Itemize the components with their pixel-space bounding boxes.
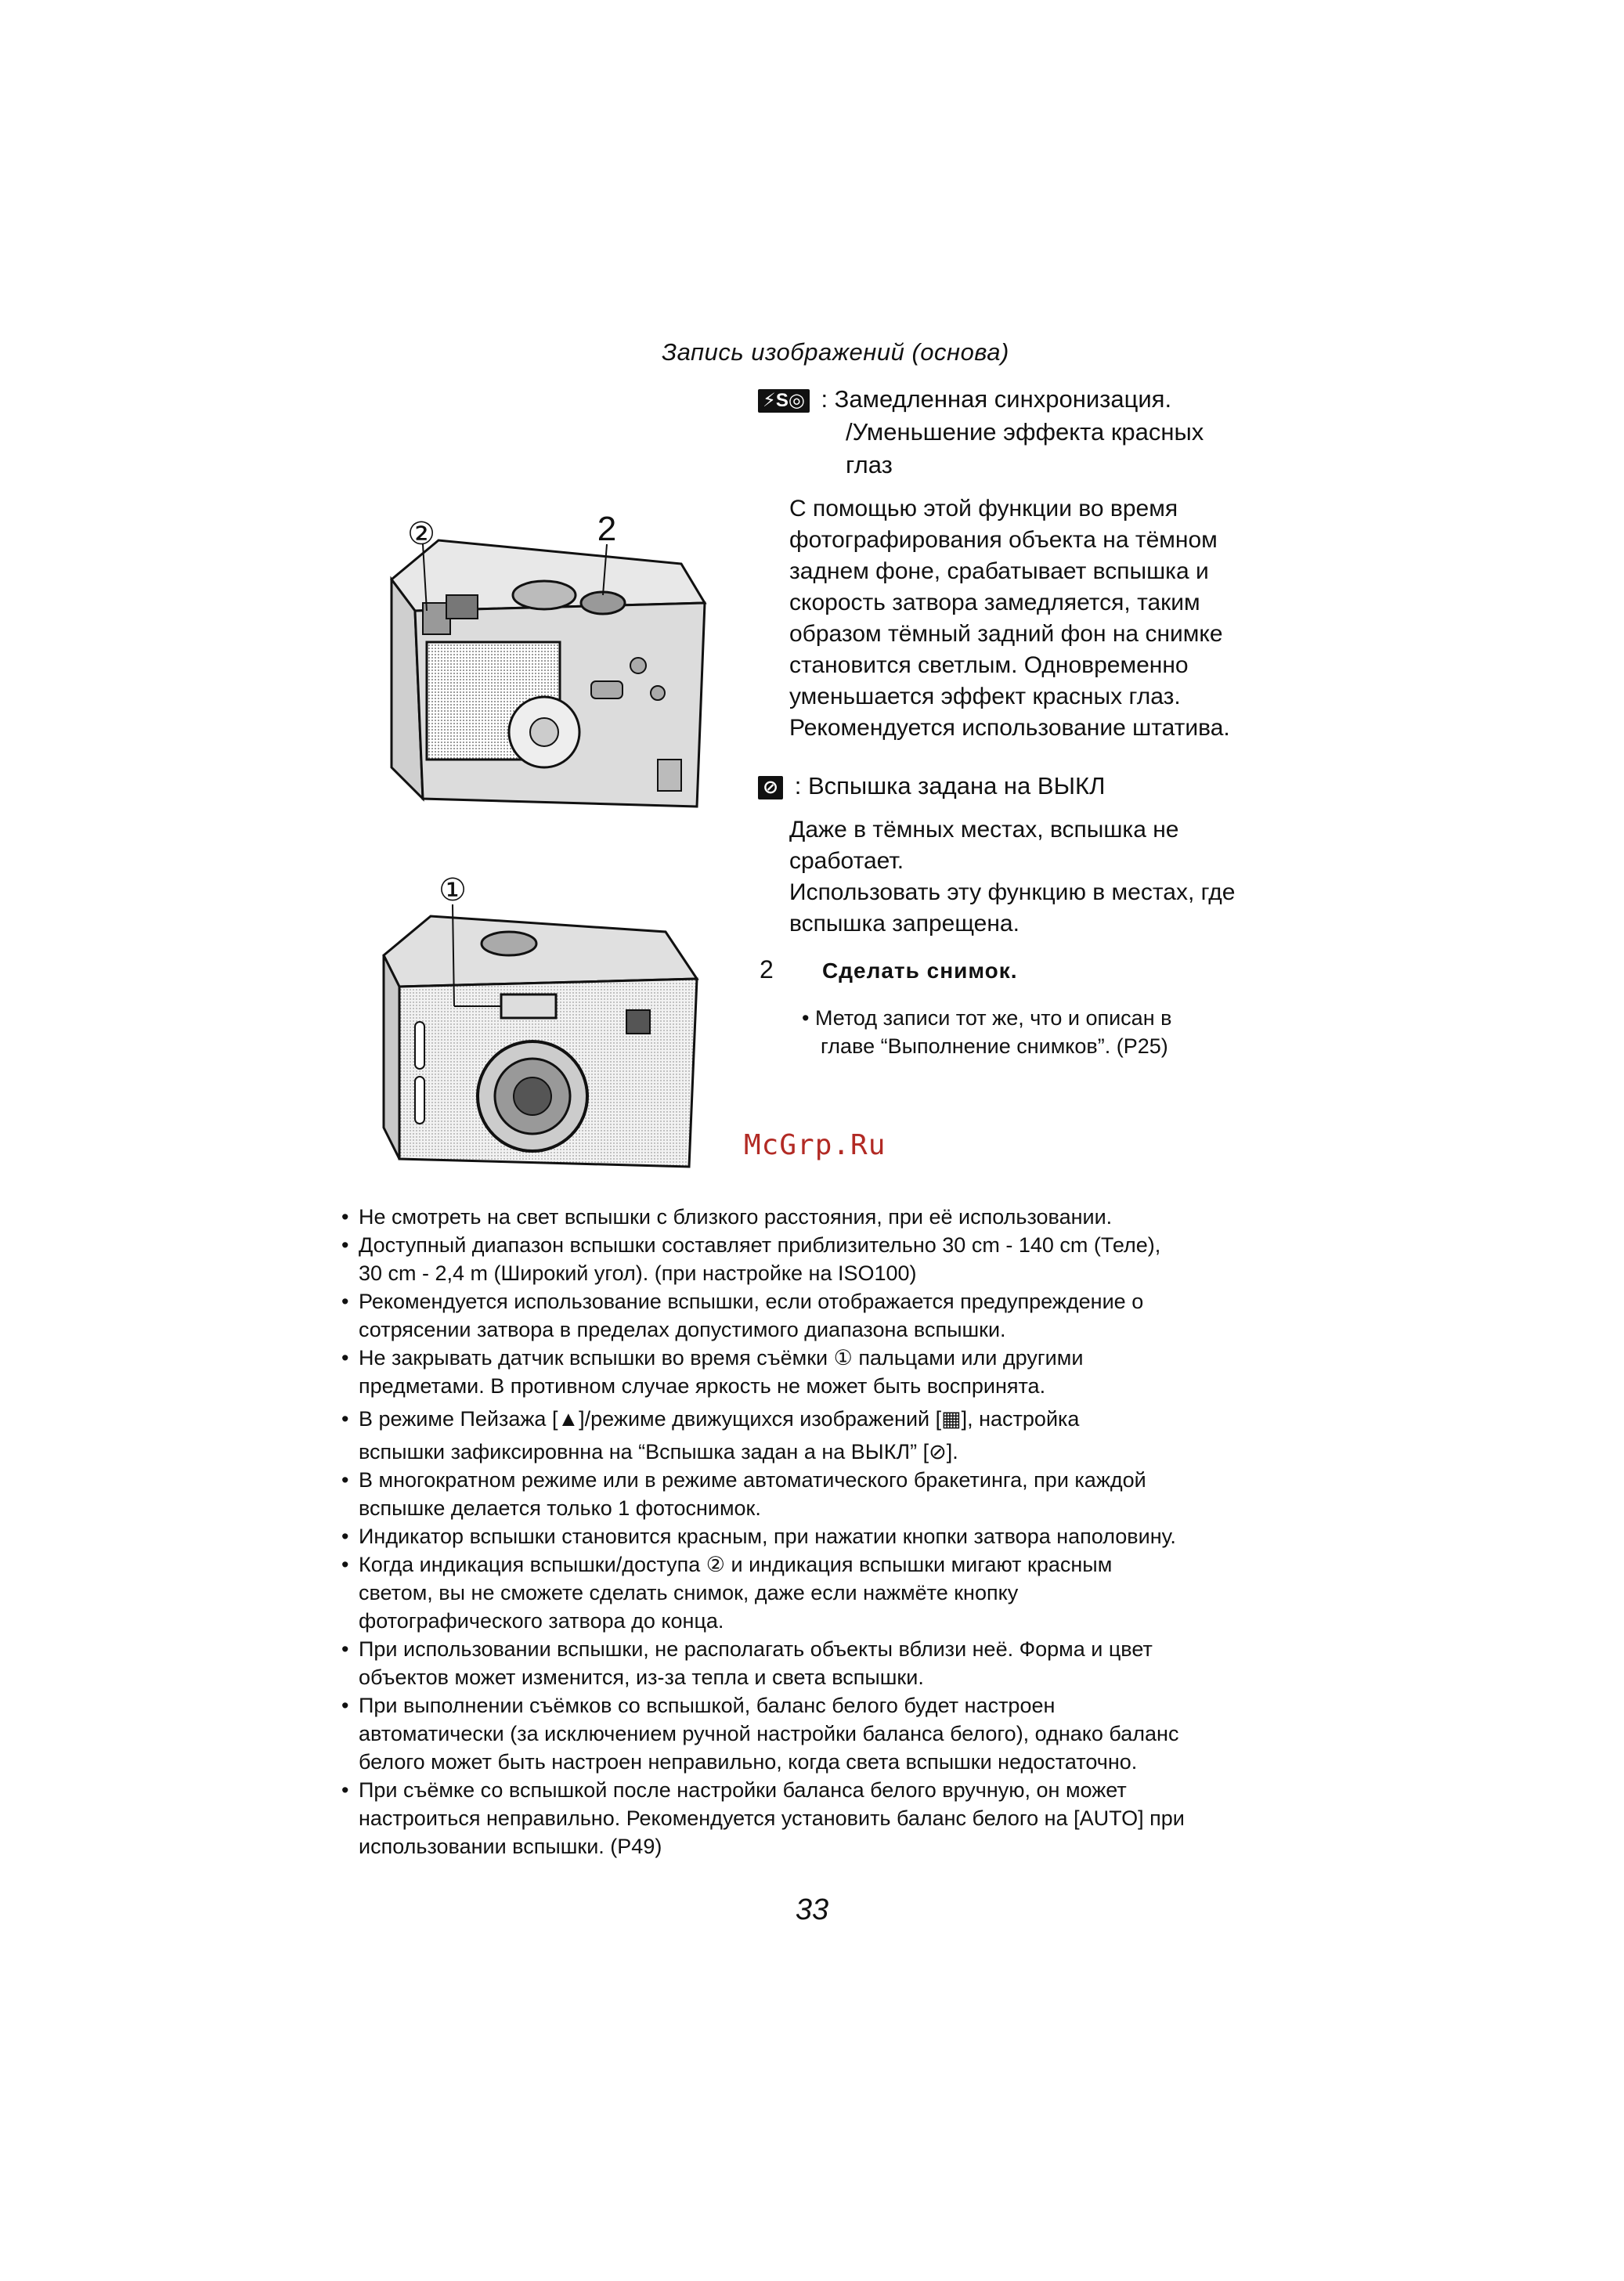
slow-sync-mode: [758, 384, 1171, 415]
desc-line: фотографирования объекта на тёмном: [789, 527, 1218, 553]
note-line: • Доступный диапазон вспышки составляет приблизительно 30 cm - 140 cm (Теле),: [359, 1233, 1161, 1257]
page-number: 33: [795, 1893, 829, 1926]
desc-line: становится светлым. Одновременно: [789, 652, 1189, 678]
note-line: • В режиме Пейзажа [▲]/режиме движущихся изображений [▦], настройка: [359, 1407, 1080, 1431]
callout-2-circled: ②: [407, 517, 435, 551]
note-line: • Когда индикация вспышки/доступа ② и индикация вспышки мигают красным: [359, 1553, 1113, 1576]
desc-line: Использовать эту функцию в местах, где: [789, 879, 1236, 905]
note-line: 30 cm - 2,4 m (Широкий угол). (при настройке на ISO100): [359, 1261, 917, 1285]
note-line: настроиться неправильно. Рекомендуется установить баланс белого на [AUTO] при: [359, 1806, 1185, 1830]
note-item: [341, 1522, 1312, 1550]
flash-off-icon: ⊘: [758, 776, 783, 799]
note-line: вспышки зафиксировнна на “Вспышка задан а на ВЫКЛ” [⊘].: [359, 1440, 958, 1464]
note-item: [341, 1466, 1312, 1522]
note-line: объектов может изменится, из-за тепла и света вспышки.: [359, 1666, 924, 1689]
note-line: автоматически (за исключением ручной настройки баланса белого), однако баланс: [359, 1722, 1179, 1745]
note-line: предметами. В противном случае яркость не может быть воспринята.: [359, 1374, 1046, 1398]
note-item: [341, 1635, 1312, 1691]
desc-line: Рекомендуется использование штатива.: [789, 715, 1230, 741]
page-header: Запись изображений (основа): [662, 338, 1009, 366]
note-item: [341, 1405, 1312, 1466]
slow-sync-label-1: : Замедленная синхронизация.: [821, 385, 1172, 413]
note-line: фотографического затвора до конца.: [359, 1609, 724, 1633]
desc-line: вспышка запрещена.: [789, 911, 1020, 937]
note-line: • При использовании вспышки, не располагать объекты вблизи неё. Форма и цвет: [359, 1637, 1153, 1661]
note-line: вспышке делается только 1 фотоснимок.: [359, 1496, 761, 1520]
note-item: [341, 1231, 1312, 1287]
slow-sync-description: [789, 493, 1230, 744]
note-line: • Индикатор вспышки становится красным, при нажатии кнопки затвора наполовину.: [359, 1525, 1176, 1548]
note-item: [341, 1287, 1312, 1344]
note-item: [341, 1550, 1312, 1635]
note-item: [341, 1344, 1312, 1400]
flash-off-mode: [758, 771, 1105, 802]
step-number: 2: [760, 955, 774, 984]
note-item: [341, 1691, 1312, 1776]
desc-line: С помощью этой функции во время: [789, 496, 1178, 522]
callout-1-circled: ①: [438, 873, 467, 908]
note-line: • Рекомендуется использование вспышки, если отображается предупреждение о: [359, 1290, 1144, 1313]
note-line: • Не закрывать датчик вспышки во время съёмки ① пальцами или другими: [359, 1346, 1084, 1370]
watermark: McGrp.Ru: [744, 1129, 886, 1161]
flash-off-label: : Вспышка задана на ВЫКЛ: [794, 772, 1106, 799]
note-item: [341, 1776, 1312, 1861]
desc-line: скорость затвора замедляется, таким: [789, 590, 1200, 615]
notes-list: [341, 1203, 1312, 1861]
note-line: • В многократном режиме или в режиме автоматического бракетинга, при каждой: [359, 1468, 1146, 1492]
note-line: белого может быть настроен неправильно, когда света вспышки недостаточно.: [359, 1750, 1138, 1774]
note-line: светом, вы не сможете сделать снимок, даже если нажмёте кнопку: [359, 1581, 1019, 1604]
desc-line: заднем фоне, срабатывает вспышка и: [789, 558, 1209, 584]
desc-line: образом тёмный задний фон на снимке: [789, 621, 1223, 647]
note-item: [341, 1203, 1312, 1231]
slow-sync-label-2: /Уменьшение эффекта красных: [846, 418, 1204, 446]
desc-line: уменьшается эффект красных глаз.: [789, 684, 1181, 709]
note-line: • При выполнении съёмков со вспышкой, баланс белого будет настроен: [359, 1694, 1056, 1717]
step-bullet-line-2: главе “Выполнение снимков”. (P25): [821, 1034, 1168, 1058]
slow-sync-label-3: глаз: [846, 451, 893, 478]
note-line: • При съёмке со вспышкой после настройки баланса белого вручную, он может: [359, 1778, 1127, 1802]
camera-front-illustration: [368, 869, 713, 1182]
note-line: использовании вспышки. (P49): [359, 1835, 662, 1858]
flash-slow-sync-redeye-icon: ⚡S◎: [758, 389, 810, 413]
note-line: сотрясении затвора в пределах допустимого диапазона вспышки.: [359, 1318, 1006, 1341]
step-title: Сделать снимок.: [822, 958, 1018, 983]
callout-2: 2: [597, 510, 617, 548]
flash-off-description: [789, 814, 1235, 940]
desc-line: Даже в тёмных местах, вспышка не: [789, 817, 1179, 843]
desc-line: сработает.: [789, 848, 904, 874]
note-line: • Не смотреть на свет вспышки с близкого расстояния, при её использовании.: [359, 1205, 1113, 1229]
camera-rear-illustration: [368, 509, 713, 822]
step-bullet-line-1: • Метод записи тот же, что и описан в: [802, 1006, 1172, 1030]
